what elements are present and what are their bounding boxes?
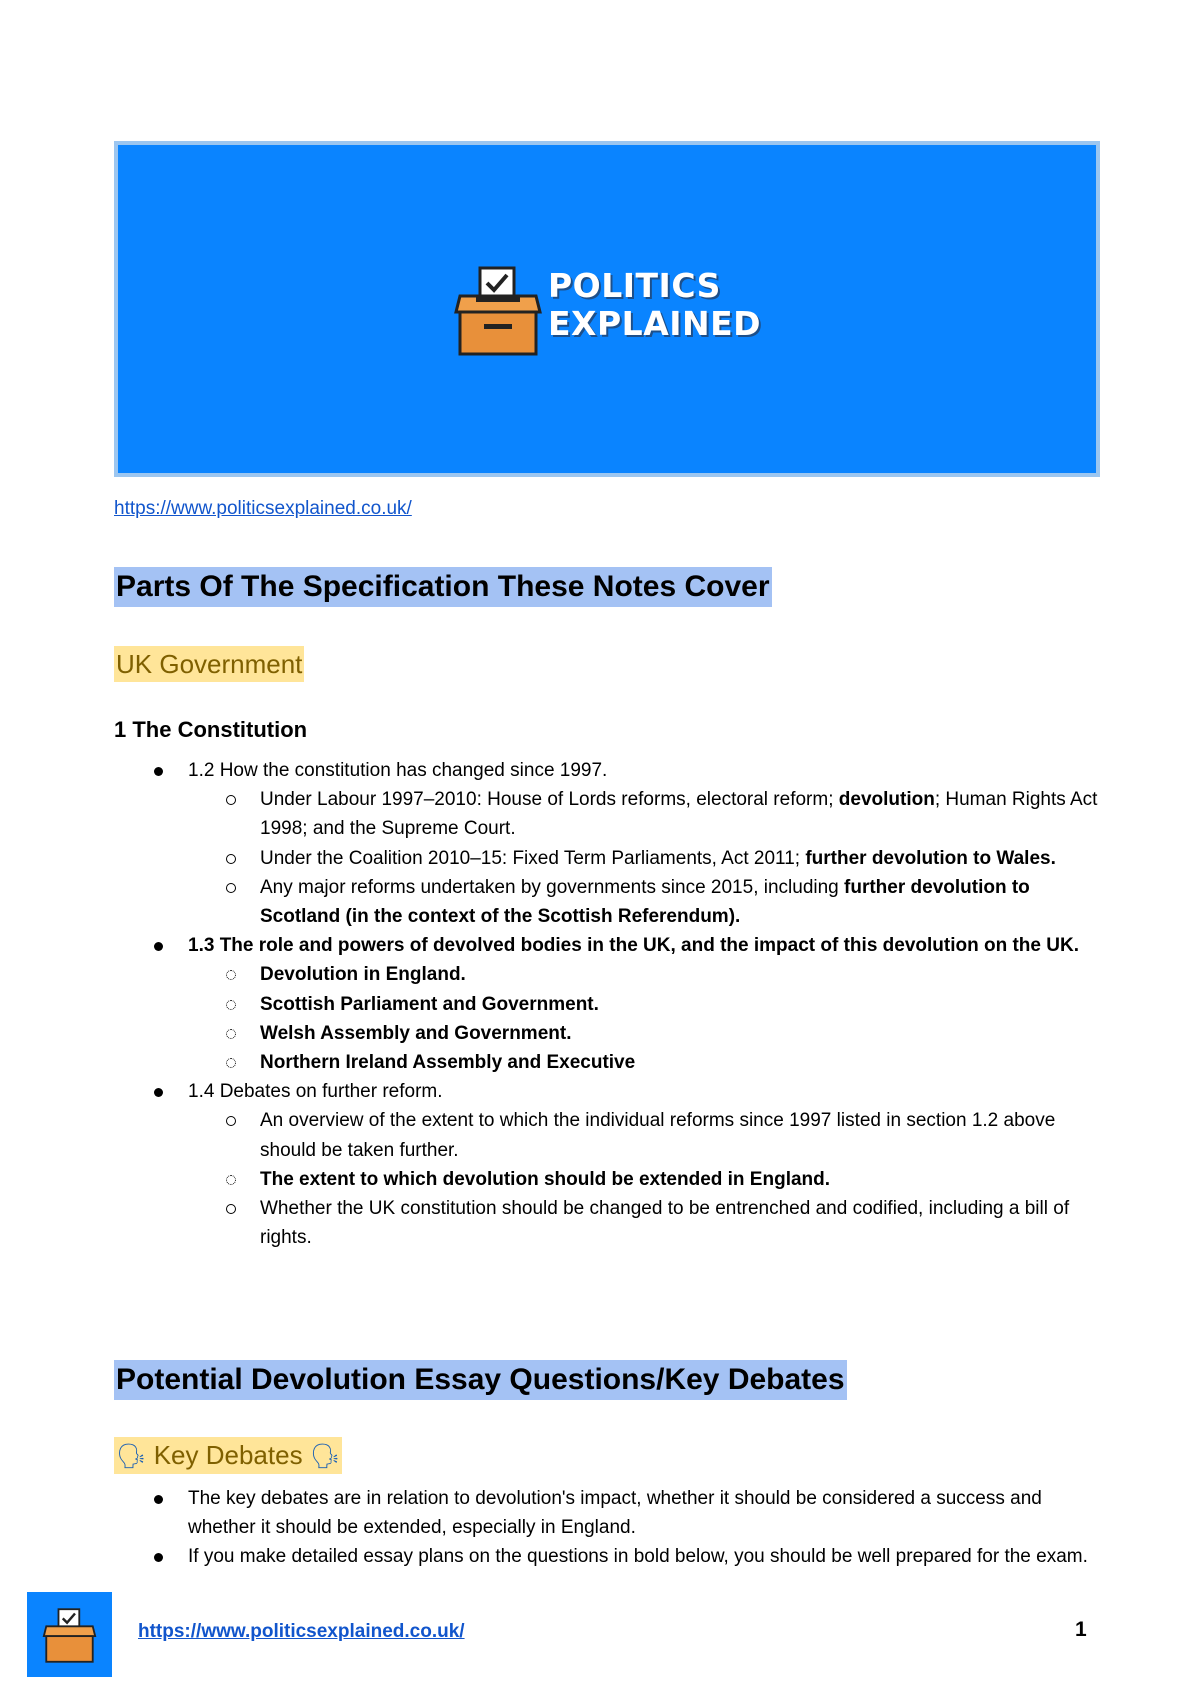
list-item: 1.4 Debates on further reform. [114,1077,1104,1106]
footer-logo [27,1592,112,1677]
speaking-head-icon: 🗣 [116,1442,147,1470]
brand-logo-text [548,267,761,343]
list-item: Any major reforms undertaken by governments since 2015, including further devolution to Scotland (in the context of the Scottish Referendum). [114,873,1104,931]
list-item: 1.3 The role and powers of devolved bodies in the UK, and the impact of this devolution on the UK. [114,931,1104,960]
list-item: The extent to which devolution should be extended in England. [114,1165,1104,1194]
section-heading-specification: Parts Of The Specification These Notes Cover [114,567,772,607]
subheading-uk-government: UK Government [114,646,304,682]
brand-line-1: POLITICS [548,266,721,305]
list-item: Northern Ireland Assembly and Executive [114,1048,1104,1077]
list-item: 1.2 How the constitution has changed since 1997. [114,756,1104,785]
ballot-box-icon [454,266,542,356]
specification-list [114,756,1104,1252]
header-banner [114,141,1100,477]
key-debates-list [114,1484,1104,1572]
section-heading-essay-questions: Potential Devolution Essay Questions/Key Debates [114,1360,847,1400]
website-link[interactable]: https://www.politicsexplained.co.uk/ [114,498,412,519]
speaking-head-icon: 🗣 [309,1442,341,1470]
subheading-key-debates [114,1437,342,1474]
page-number: 1 [1075,1618,1087,1641]
list-item: Scottish Parliament and Government. [114,990,1104,1019]
list-item: Devolution in England. [114,960,1104,989]
brand-line-2: EXPLAINED [548,304,762,343]
subheading-key-debates-label: Key Debates [153,1440,303,1470]
list-item: The key debates are in relation to devolution's impact, whether it should be considered a success and whether it should be extended, especially in England. [114,1484,1104,1542]
topic-heading: 1 The Constitution [114,717,308,742]
footer-website-link[interactable]: https://www.politicsexplained.co.uk/ [138,1621,465,1642]
list-item: Under the Coalition 2010–15: Fixed Term Parliaments, Act 2011; further devolution to Wales. [114,844,1104,873]
list-item: Under Labour 1997–2010: House of Lords reforms, electoral reform; devolution; Human Rights Act 1998; and the Supreme Court. [114,785,1104,843]
list-item: An overview of the extent to which the individual reforms since 1997 listed in section 1.2 above should be taken further. [114,1106,1104,1164]
list-item: Welsh Assembly and Government. [114,1019,1104,1048]
ballot-box-icon [41,1608,98,1663]
list-item: If you make detailed essay plans on the questions in bold below, you should be well prepared for the exam. [114,1542,1104,1571]
list-item: Whether the UK constitution should be changed to be entrenched and codified, including a bill of rights. [114,1194,1104,1252]
